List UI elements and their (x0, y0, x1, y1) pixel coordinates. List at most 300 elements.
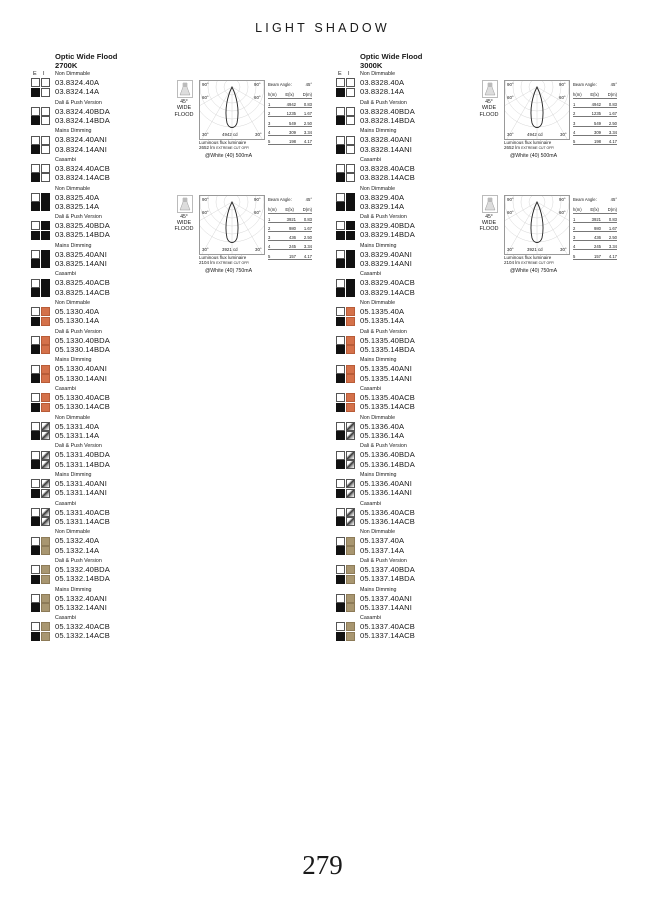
dimming-category: Dali & Push Version (55, 99, 102, 106)
finish-swatch (41, 288, 50, 297)
finish-swatch (31, 202, 40, 211)
polar-label: 60° (507, 95, 514, 100)
product-group (336, 71, 486, 186)
product-code: 05.1337.14ANI (360, 602, 412, 612)
finish-swatch (346, 546, 355, 555)
dimming-category: Dali & Push Version (55, 328, 102, 335)
table-angle: 45° (305, 196, 312, 202)
table-cell: 0.83 (303, 216, 312, 222)
finish-swatch (336, 517, 345, 526)
finish-swatch (41, 594, 50, 603)
luminous-flux-value: 2104 lm (504, 259, 521, 265)
finish-swatch (31, 78, 40, 87)
beam-type-line: FLOOD (174, 111, 194, 118)
finish-swatch (346, 422, 355, 431)
finish-swatch (41, 116, 50, 125)
product-code: 03.8325.40ANI (55, 249, 107, 259)
dimming-category: Casambi (55, 615, 76, 622)
table-cell: 198 (289, 138, 296, 144)
product-code: 05.1336.40A (360, 421, 405, 431)
finish-swatch (41, 517, 50, 526)
finish-swatch (31, 250, 40, 259)
product-code: 05.1336.14ACB (360, 516, 415, 526)
table-cell: 157 (289, 253, 296, 259)
finish-swatch (31, 508, 40, 517)
dimming-category: Casambi (360, 385, 381, 392)
table-columns (573, 92, 617, 99)
table-cell: 2.50 (608, 235, 617, 241)
product-code: 05.1335.14A (360, 316, 405, 326)
column-heading (360, 52, 422, 70)
dimming-category: Casambi (55, 385, 76, 392)
polar-label: 60° (507, 209, 514, 215)
product-group (336, 415, 486, 530)
table-cell: 1235 (591, 111, 601, 117)
finish-swatch (346, 164, 355, 173)
cutoff-note: EXTREME CUT OFF! (216, 146, 250, 150)
dimming-category: Mains Dimming (55, 128, 92, 135)
table-columns (573, 207, 617, 214)
finish-swatch (31, 279, 40, 288)
table-cell: 3 (268, 235, 271, 241)
table-cell: 0.83 (608, 216, 617, 222)
finish-swatch (31, 164, 40, 173)
finish-swatch (336, 173, 345, 182)
table-cell: 4 (268, 244, 271, 250)
table-cell: 4942 (286, 102, 296, 108)
finish-swatch (41, 537, 50, 546)
finish-swatch (41, 622, 50, 631)
product-column (31, 52, 331, 652)
beam-type-line: FLOOD (479, 111, 499, 118)
table-row (268, 136, 312, 145)
finish-swatch (346, 575, 355, 584)
finish-swatch (346, 78, 355, 87)
finish-swatch (336, 78, 345, 87)
finish-swatch (346, 288, 355, 297)
table-row (268, 108, 312, 117)
dimming-category: Non Dimmable (360, 414, 396, 421)
table-cell: 245 (594, 244, 601, 250)
product-code: 05.1335.40BDA (360, 335, 415, 345)
finish-swatch (41, 336, 50, 345)
finish-swatch (346, 537, 355, 546)
table-row (573, 214, 617, 223)
polar-diagram (199, 80, 265, 140)
finish-swatch (336, 221, 345, 230)
finish-swatch (336, 317, 345, 326)
finish-swatch (336, 250, 345, 259)
table-column-header: D(m) (607, 92, 617, 97)
table-cell: 4.17 (608, 253, 617, 259)
product-code: 05.1336.14BDA (360, 459, 415, 469)
beam-type-label (476, 105, 502, 118)
finish-swatch (336, 603, 345, 612)
finish-swatch (41, 107, 50, 116)
lamp-spec: @White (40) 500mA (510, 153, 558, 159)
dimming-category: Dali & Push Version (55, 214, 102, 221)
product-code: 03.8329.40BDA (360, 221, 415, 231)
table-column-header: D(m) (302, 206, 312, 212)
polar-label: 4942 cd (527, 132, 543, 137)
luminous-flux (504, 140, 554, 151)
table-cell: 5 (268, 253, 271, 259)
finish-swatch (336, 451, 345, 460)
illuminance-table (573, 82, 617, 145)
product-code: 05.1332.40A (55, 536, 100, 546)
table-row (268, 232, 312, 241)
finish-swatch (31, 403, 40, 412)
dimming-category: Mains Dimming (360, 471, 397, 478)
table-header (268, 82, 312, 87)
table-cell: 5 (573, 253, 576, 259)
finish-swatch (346, 479, 355, 488)
finish-swatch (346, 594, 355, 603)
finish-swatch (346, 221, 355, 230)
finish-swatch (31, 288, 40, 297)
table-cell: 1 (268, 102, 271, 108)
table-header (573, 197, 617, 202)
table-cell: 2.50 (303, 120, 312, 126)
luminous-flux (199, 255, 249, 266)
illuminance-table (268, 197, 312, 260)
table-row (573, 108, 617, 117)
finish-swatch (346, 632, 355, 641)
polar-label: 90° (507, 82, 514, 87)
finish-swatch (336, 193, 345, 202)
table-cell: 309 (289, 129, 296, 135)
finish-swatch (41, 259, 50, 268)
table-title: Beam Angle: (573, 196, 597, 202)
finish-swatch (31, 393, 40, 402)
finish-swatch (41, 431, 50, 440)
table-row (268, 241, 312, 250)
finish-swatch (41, 632, 50, 641)
beam-angle-label: 45° (485, 213, 493, 220)
finish-swatch (346, 489, 355, 498)
product-group (336, 529, 486, 644)
finish-swatch (31, 193, 40, 202)
finish-swatch (31, 345, 40, 354)
finish-swatch (346, 145, 355, 154)
cutoff-note: EXTREME CUT OFF! (521, 146, 555, 150)
dimming-category: Dali & Push Version (55, 443, 102, 450)
finish-swatch (346, 508, 355, 517)
product-code: 05.1332.40BDA (55, 564, 110, 574)
dimming-category: Non Dimmable (55, 529, 91, 536)
finish-swatch (31, 116, 40, 125)
beam-angle-label: 45° (180, 213, 188, 220)
polar-diagram (504, 195, 570, 255)
page-title: LIGHT SHADOW (255, 21, 390, 35)
finish-swatch (31, 537, 40, 546)
finish-swatch (31, 88, 40, 97)
table-cell: 549 (594, 120, 601, 126)
table-cell: 1.67 (608, 111, 617, 117)
table-cell: 2 (573, 225, 576, 231)
product-code: 03.8328.14BDA (360, 115, 415, 125)
table-column-header: h(m) (573, 206, 582, 212)
finish-swatch (346, 307, 355, 316)
table-angle: 45° (305, 82, 312, 87)
table-title: Beam Angle: (573, 82, 597, 87)
illuminance-table (573, 197, 617, 260)
table-cell: 980 (594, 225, 601, 231)
finish-swatch (41, 173, 50, 182)
finish-swatch (346, 317, 355, 326)
finish-swatch (346, 136, 355, 145)
photometric-block (476, 195, 626, 275)
table-cell: 2 (268, 111, 271, 117)
finish-swatch (336, 537, 345, 546)
finish-swatch (41, 317, 50, 326)
finish-swatch (41, 422, 50, 431)
luminous-flux-value: 2652 lm (199, 145, 216, 150)
product-code: 05.1331.14A (55, 431, 100, 441)
heading-line: Optic Wide Flood (55, 52, 118, 61)
table-row (573, 250, 617, 259)
product-code: 05.1335.14BDA (360, 345, 415, 355)
product-code: 05.1337.14ACB (360, 631, 415, 641)
dimming-category: Casambi (55, 271, 76, 278)
finish-swatch (346, 460, 355, 469)
table-cell: 4.17 (608, 138, 617, 144)
polar-diagram (504, 80, 570, 140)
product-code: 05.1337.40BDA (360, 564, 415, 574)
dimming-category: Non Dimmable (55, 300, 91, 307)
finish-swatch (41, 393, 50, 402)
table-row (573, 127, 617, 136)
finish-swatch (41, 508, 50, 517)
finish-swatch (31, 565, 40, 574)
illuminance-table (268, 82, 312, 145)
finish-swatch (336, 565, 345, 574)
finish-swatch (336, 479, 345, 488)
table-cell: 4942 (591, 102, 601, 108)
dimming-category: Non Dimmable (55, 414, 91, 421)
interior-label: I (348, 71, 350, 77)
product-code: 05.1331.40A (55, 421, 100, 431)
polar-label: 60° (254, 209, 261, 215)
finish-swatch (336, 546, 345, 555)
beam-angle-label: 45° (180, 99, 188, 105)
finish-swatch (346, 431, 355, 440)
product-code: 05.1331.14ANI (55, 488, 107, 498)
product-code: 05.1331.14BDA (55, 459, 110, 469)
product-code: 05.1335.40A (360, 307, 405, 317)
finish-swatch (336, 393, 345, 402)
polar-label: 90° (507, 196, 514, 202)
polar-label: 90° (254, 196, 261, 202)
finish-swatch (336, 422, 345, 431)
finish-swatch (31, 546, 40, 555)
finish-swatch (346, 374, 355, 383)
table-cell: 436 (594, 235, 601, 241)
table-row (268, 127, 312, 136)
finish-swatch (336, 365, 345, 374)
product-code: 05.1336.14ANI (360, 488, 412, 498)
product-code: 05.1337.14A (360, 545, 405, 555)
luminous-flux (199, 140, 249, 151)
dimming-category: Mains Dimming (360, 242, 397, 249)
finish-swatch (41, 250, 50, 259)
dimming-category: Dali & Push Version (360, 557, 407, 564)
table-row (268, 117, 312, 126)
finish-swatch (41, 365, 50, 374)
product-code: 05.1337.40ANI (360, 593, 412, 603)
luminous-flux-value-line (504, 145, 554, 151)
dimming-category: Mains Dimming (55, 242, 92, 249)
product-code: 05.1332.14ANI (55, 602, 107, 612)
finish-swatch (41, 164, 50, 173)
product-code: 03.8329.40ACB (360, 278, 415, 288)
table-cell: 2.50 (303, 235, 312, 241)
table-cell: 4 (573, 244, 576, 250)
table-header (268, 197, 312, 202)
dimming-category: Dali & Push Version (360, 328, 407, 335)
table-cell: 980 (289, 225, 296, 231)
polar-label: 60° (559, 95, 566, 100)
finish-swatch (336, 622, 345, 631)
finish-swatch (31, 259, 40, 268)
product-code: 05.1330.14ACB (55, 402, 110, 412)
heading-line: 2700K (55, 61, 78, 70)
product-code: 05.1331.40ANI (55, 478, 107, 488)
table-column-header: h(m) (268, 92, 277, 97)
polar-label: 30° (202, 132, 209, 137)
product-code: 03.8328.14ANI (360, 144, 412, 154)
finish-swatch (336, 116, 345, 125)
dimming-category: Dali & Push Version (360, 214, 407, 221)
product-column (336, 52, 636, 652)
finish-swatch (336, 431, 345, 440)
wide-flood-icon (177, 80, 193, 98)
finish-swatch (336, 336, 345, 345)
finish-swatch (336, 307, 345, 316)
luminous-flux-title: Luminous flux luminaire (504, 140, 552, 145)
beam-type-line: WIDE (481, 105, 497, 111)
product-group (31, 529, 181, 644)
luminous-flux-value: 2652 lm (504, 145, 521, 150)
exterior-label: E (33, 71, 37, 77)
table-cell: 4 (573, 129, 576, 135)
finish-swatch (41, 565, 50, 574)
table-cell: 198 (594, 138, 601, 144)
finish-swatch (346, 193, 355, 202)
table-row (573, 117, 617, 126)
finish-swatch (346, 231, 355, 240)
polar-label: 90° (202, 196, 209, 202)
product-code: 03.8325.14ANI (55, 259, 107, 269)
photometric-block (476, 80, 626, 160)
product-code: 05.1335.14ANI (360, 373, 412, 383)
dimming-category: Mains Dimming (55, 471, 92, 478)
product-code: 03.8329.14BDA (360, 230, 415, 240)
finish-swatch (41, 603, 50, 612)
interior-label: I (43, 71, 45, 77)
product-code: 03.8329.14ACB (360, 287, 415, 297)
luminous-flux-title: Luminous flux luminaire (199, 254, 247, 260)
polar-label: 90° (202, 82, 209, 87)
beam-type-line: WIDE (481, 219, 497, 226)
table-columns (268, 92, 312, 99)
finish-swatch (336, 632, 345, 641)
table-cell: 549 (289, 120, 296, 126)
finish-swatch (41, 451, 50, 460)
finish-swatch (346, 259, 355, 268)
finish-swatch (31, 374, 40, 383)
table-row (573, 136, 617, 145)
table-cell: 1235 (286, 111, 296, 117)
product-code: 05.1330.40ANI (55, 364, 107, 374)
polar-label: 30° (560, 246, 567, 252)
finish-swatch (336, 136, 345, 145)
dimming-category: Non Dimmable (360, 185, 396, 192)
product-group (31, 415, 181, 530)
finish-swatch (31, 622, 40, 631)
product-code: 05.1332.40ANI (55, 593, 107, 603)
finish-swatch (41, 575, 50, 584)
product-code: 05.1330.40A (55, 307, 100, 317)
luminous-flux-title: Luminous flux luminaire (199, 140, 247, 145)
finish-swatch (41, 193, 50, 202)
finish-swatch (336, 345, 345, 354)
finish-swatch (41, 202, 50, 211)
polar-label: 30° (507, 246, 514, 252)
polar-label: 60° (202, 209, 209, 215)
photometric-block (171, 80, 321, 160)
polar-label: 3921 cd (527, 246, 543, 252)
product-code: 03.8324.14ACB (55, 173, 110, 183)
beam-type-label (171, 105, 197, 118)
product-code: 03.8325.40ACB (55, 278, 110, 288)
product-code: 03.8328.40A (360, 78, 405, 87)
product-code: 03.8324.40ACB (55, 163, 110, 173)
finish-swatch (41, 145, 50, 154)
product-code: 03.8325.14BDA (55, 230, 110, 240)
finish-swatch (31, 603, 40, 612)
beam-type-label (476, 220, 502, 233)
table-cell: 1 (573, 216, 576, 222)
finish-swatch (31, 479, 40, 488)
product-code: 05.1335.14ACB (360, 402, 415, 412)
wide-flood-icon (482, 80, 498, 98)
product-code: 05.1337.14BDA (360, 574, 415, 584)
finish-swatch (31, 632, 40, 641)
table-title: Beam Angle: (268, 196, 292, 202)
table-title: Beam Angle: (268, 82, 292, 87)
product-code: 03.8329.14A (360, 201, 405, 211)
finish-swatch (31, 231, 40, 240)
finish-swatch (31, 317, 40, 326)
lamp-spec: @White (40) 750mA (205, 267, 253, 274)
table-cell: 1.67 (303, 111, 312, 117)
finish-swatch (346, 603, 355, 612)
table-cell: 1.67 (303, 225, 312, 231)
table-column-header: h(m) (573, 92, 582, 97)
finish-swatch (31, 136, 40, 145)
table-cell: 2 (573, 111, 576, 117)
table-cell: 2 (268, 225, 271, 231)
product-code: 03.8325.14ACB (55, 287, 110, 297)
product-code: 03.8329.40ANI (360, 249, 412, 259)
finish-swatch (41, 279, 50, 288)
column-heading (55, 52, 117, 70)
table-cell: 3 (573, 120, 576, 126)
dimming-category: Casambi (55, 156, 76, 163)
finish-swatch (31, 489, 40, 498)
dimming-category: Non Dimmable (360, 71, 396, 77)
